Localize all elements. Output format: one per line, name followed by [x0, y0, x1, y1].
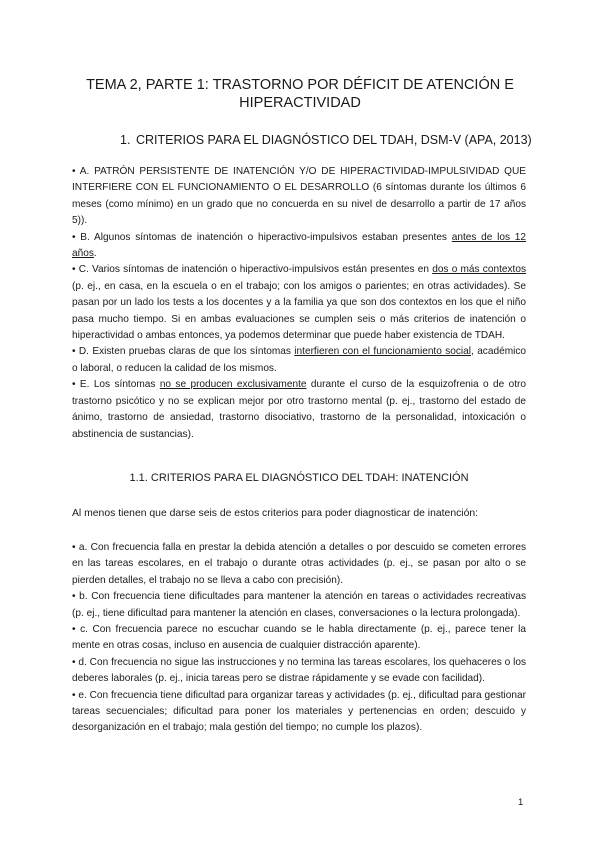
section-heading [120, 133, 532, 147]
underlined-text: interfieren con el funcionamiento social [294, 346, 472, 358]
page-number: 1 [518, 797, 524, 808]
list-item: • c. Con frecuencia parece no escuchar cuando se le habla directamente (p. ej., parece tener la mente en otras cosas, incluso en ausencia de cualquier distracción aparente). [72, 624, 526, 652]
title-line-2: HIPERACTIVIDAD [239, 95, 361, 111]
bullet: • [72, 166, 76, 177]
underlined-text: antes de los 12 años [72, 231, 526, 260]
list-item: • d. Con frecuencia no sigue las instrucciones y no termina las tareas escolares, los quehaceres o los deberes laborales (p. ej., inicia tareas pero se distrae rápidamente y se evade con facilidad). [72, 656, 526, 685]
criterion-b: • B. Algunos síntomas de inatención o hiperactivo-impulsivos estaban presentes antes de los 12 años. [72, 231, 526, 260]
list-item: • e. Con frecuencia tiene dificultad para organizar tareas y actividades (p. ej., dificultad para gestionar tareas secuenciales; dificultad para poner los materiales y pertenencias en orden; descuido y desorganización en el trabajo; mala gestión del tiempo; no cumple los plazos). [72, 689, 526, 734]
section-title: CRITERIOS PARA EL DIAGNÓSTICO DEL TDAH, DSM-V (APA, 2013) [136, 133, 532, 147]
criterion-d: • D. Existen pruebas claras de que los síntomas interfieren con el funcionamiento social, académico o laboral, o reducen la calidad de los mismos. [72, 346, 527, 374]
criterion-a [72, 164, 526, 230]
subsection-heading: 1.1. CRITERIOS PARA EL DIAGNÓSTICO DEL TDAH: INATENCIÓN [129, 472, 469, 484]
underlined-text: dos o más contextos [432, 264, 527, 276]
criterion-c: • C. Varios síntomas de inatención o hiperactivo-impulsivos están presentes en dos o más contextos (p. ej., en casa, en la escuela o en el trabajo; con los amigos o parientes; en otras actividades). Se pasan por un lado los tests a los docentes y a la familia ya que son dos contextos en los que el niño pasa mucho tiempo. Si en ambas evaluaciones se cumplen seis o más criterios de inatención o hiperactividad o ambas entonces, ya podemos determinar que puede haber existencia de TDAH. [72, 264, 527, 342]
underlined-text: no se producen exclusivamente [159, 379, 307, 391]
document-title [60, 76, 540, 112]
subsection-intro: Al menos tienen que darse seis de estos criterios para poder diagnosticar de inatención: [72, 508, 479, 519]
list-item: • b. Con frecuencia tiene dificultades para mantener la atención en tareas o actividades recreativas (p. ej., tiene dificultad para mantener la atención en clases, conversaciones o la lectura prolongada). [72, 591, 526, 619]
inattention-list [72, 540, 526, 737]
title-line-1: TEMA 2, PARTE 1: TRASTORNO POR DÉFICIT DE ATENCIÓN E [86, 77, 514, 93]
section-number: 1. [120, 133, 131, 147]
list-item: • a. Con frecuencia falla en prestar la debida atención a detalles o por descuido se cometen errores en las tareas escolares, en el trabajo o durante otras actividades (p. ej., se pasan por alto o se pierden detalles, el trabajo no se lleva a cabo con precisión). [72, 542, 526, 586]
criterion-a-caps: A. PATRÓN PERSISTENTE DE INATENCIÓN Y/O DE HIPERACTIVIDAD-IMPULSIVIDAD QUE INTERFIERE CON EL FUNCIONAMIENTO O EL DESARROLLO [72, 166, 527, 194]
criteria-list [72, 164, 526, 443]
criterion-e: • E. Los síntomas no se producen exclusivamente durante el curso de la esquizofrenia o de otro trastorno psicótico y no se explican mejor por otro trastorno mental (p. ej., trastorno del estado de ánimo, trastorno de ansiedad, trastorno disociativo, trastorno de la personalidad, intoxicación o abstinencia de sustancias). [72, 379, 527, 440]
criterion-a-rest: (6 síntomas durante los últimos 6 meses (como mínimo) en un grado que no concuerda en su nivel de desarrollo a partir de 17 años 5)). [72, 182, 526, 227]
